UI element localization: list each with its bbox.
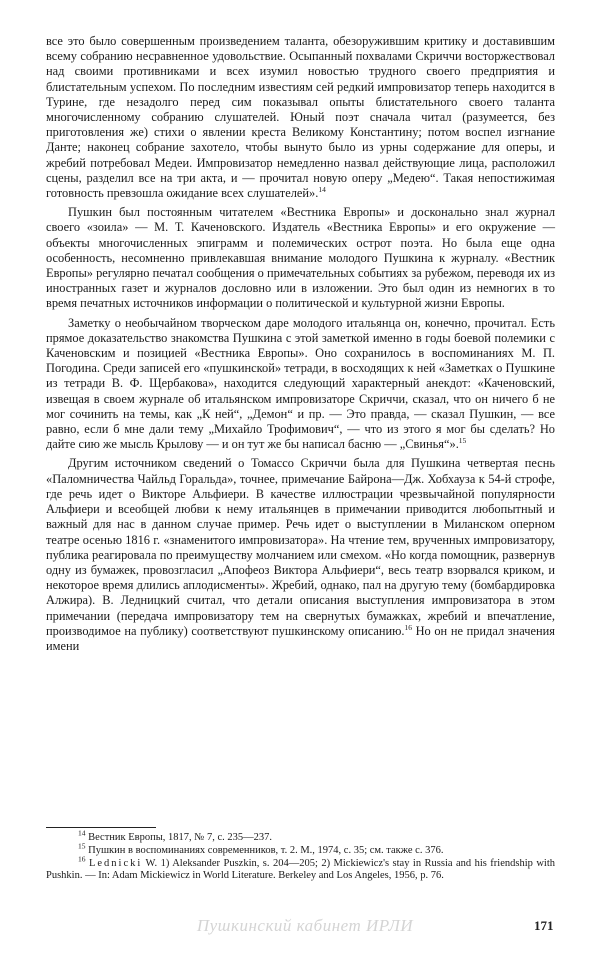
footnote-16-number: 16 <box>78 854 86 864</box>
footnote-14-text: Вестник Европы, 1817, № 7, с. 235—237. <box>88 832 272 843</box>
footnote-ref-16[interactable]: 16 <box>404 622 412 632</box>
footnote-divider <box>46 827 156 828</box>
footnote-15 <box>46 841 555 858</box>
paragraph-1-text: все это было совершенным произведением таланта, обезоружившим критику и доставившим всему собранию несравненное удовольствие. Осыпанный похвалами Скриччи восторжествовал над своими противниками и всех изумил новостью трудного своего предприятия и блистательным успехом. По последним известиям сей редкий импровизатор теперь находится в Турине, где незадолго перед сим показывал опыты блистательного своего таланта многочисленному собранию слушателей. Юный поэт сначала читал (разумеется, без приготовления же) стихи о явлении креста Великому Константину; потом воспел изгнание Данте; наконец собрание захотело, чтобы вынуто было из урны содержание для оперы, и жребий потребовал Медеи. Импровизатор немедленно назвал действующие лица, расположил сцены, разделил все на три акта, и — прочитал новую оперу „Медею“. Такая непостижимая готовность превзошла ожидание всех слушателей». <box>46 34 555 201</box>
paragraph-4-text: Другим источником сведений о Томассо Скриччи была для Пушкина четвертая песнь «Паломничества Чайльд Горальда», точнее, примечание Байрона—Дж. Хобхауза к 54-й строфе, где речь идет о Викторе Альфиери. В качестве иллюстрации чрезвычайной популярности Альфиери и всеобщей любви к нему итальянцев в примечании приводится любопытный и важный для нас в данном случае пример. Речь идет о выступлении в Миланском оперном театре осенью 1816 г. «знаменитого импровизатора». На чтение тем, врученных импровизатору, публика реагировала по преимуществу молчанием или смехом. «Но когда помощник, развернув одну из бумажек, провозгласил „Апофеоз Виктора Альфиери“, весь театр взорвался криком, и некоторое время длились аплодисменты». Жребий, однако, пал на другую тему (бомбардировка Алжира). В. Ледницкий считал, что детали описания выступления импровизатора в этом примечании (передача импровизатору тем на свернутых бумажках, жребий и впечатление, производимое на публику) соответствуют пушкинскому описанию. <box>46 456 555 638</box>
footnote-16-text: W. 1) Aleksander Puszkin, s. 204—205; 2) Mickiewicz's stay in Russia and his friendship with Pushkin. — In: Adam Mickiewicz in World Literature. Berkeley and Los Angeles, 1956, p. 76. <box>46 857 556 882</box>
paragraph-4-tail: Но он не придал значения имени <box>46 623 555 653</box>
footnote-16-author: Lednicki <box>88 857 143 869</box>
footnote-15-number: 15 <box>78 841 86 851</box>
paragraph-3 <box>46 316 555 453</box>
paragraph-3-text: Заметку о необычайном творческом даре молодого итальянца он, конечно, прочитал. Есть прямое доказательство знакомства Пушкина с этой заметкой именно в годы боевой полемики с Каченовским и позицией «Вестника Европы». Оно сохранилось в воспоминаниях М. П. Погодина. Среди записей его «пушкинской» тетради, в восходящих к ней «Заметках о Пушкине из тетради В. Ф. Щербакова», находится следующий характерный анекдот: «Каченовский, извещая в своем журнале об итальянском импровизаторе Скриччи, сказал, что он ничего б не мог сочинить на темы, как „К ней“, „Демон“ и пр. — Это правда, — сказал Пушкин, — все равно, если б мне дали тему „Михайло Трофимович“, — что из этого я мог бы сделать? Но дайте сию же мысль Крылову — и он тут же бы написал басню — „Свинья“». <box>46 315 555 452</box>
page-number: 171 <box>534 918 554 933</box>
footnotes <box>46 828 556 883</box>
footnote-ref-14[interactable]: 14 <box>318 184 326 194</box>
watermark: Пушкинский кабинет ИРЛИ <box>196 916 414 935</box>
paragraph-2 <box>46 205 555 311</box>
paragraph-2-text: Пушкин был постоянным читателем «Вестника Европы» и досконально знал журнал своего «зоила» — М. Т. Каченовского. Издатель «Вестника Европы» и его окружение — объекты многочисленных эпиграмм и полемических острот поэта. Но была еще одна особенность, несомненно привлекавшая внимание молодого Пушкина к журналу. «Вестник Европы» регулярно печатал сообщения о примечательных событиях за рубежом, переводя их из иностранных газет и журналов дословно или в изложении. Это был один из немногих в то время печатных источников информации о политической и культурной жизни Европы. <box>46 205 555 311</box>
paragraph-4 <box>46 456 555 654</box>
footnote-14 <box>46 828 555 845</box>
footnote-14-number: 14 <box>78 828 86 838</box>
footnote-15-text: Пушкин в воспоминаниях современников, т. 2. М., 1974, с. 35; см. также с. 376. <box>88 844 444 856</box>
footnote-16 <box>46 854 556 884</box>
footnote-ref-15[interactable]: 15 <box>458 436 467 446</box>
main-text <box>46 34 555 654</box>
paragraph-1 <box>46 34 555 201</box>
